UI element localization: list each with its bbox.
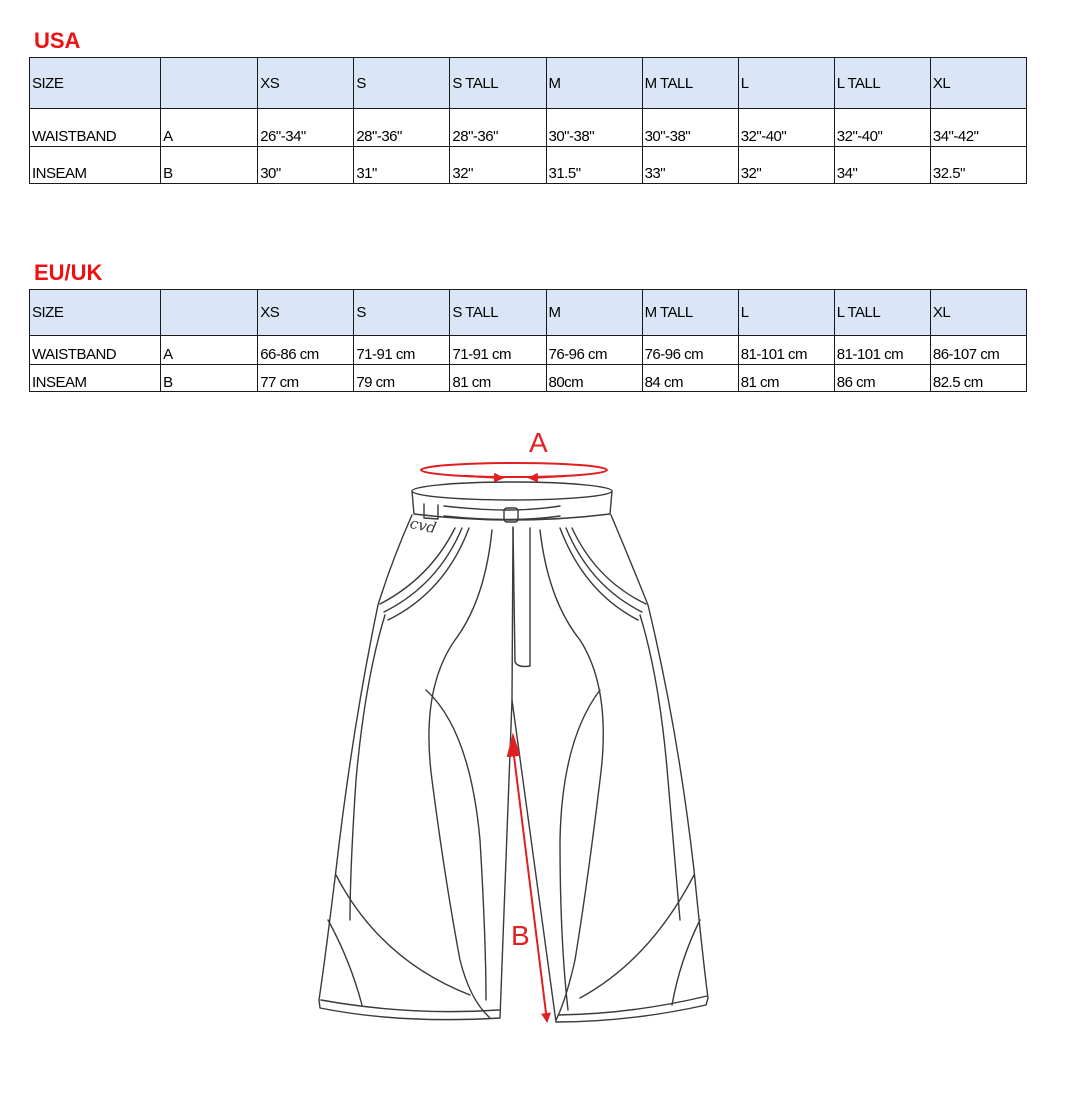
table-cell: 32" — [738, 147, 834, 184]
header-cell: S TALL — [450, 58, 546, 109]
table-cell: 34"-42" — [930, 109, 1026, 147]
waist-measure-loop — [421, 463, 607, 477]
header-cell: L — [738, 290, 834, 336]
table-cell: 30" — [258, 147, 354, 184]
header-cell: M TALL — [642, 290, 738, 336]
table-cell: 34" — [834, 147, 930, 184]
table-cell: 71-91 cm — [450, 336, 546, 365]
table-cell: 81 cm — [738, 365, 834, 392]
table-cell: A — [161, 109, 258, 147]
right-side-seam — [560, 690, 600, 1010]
table-cell: 82.5 cm — [930, 365, 1026, 392]
header-cell: XS — [258, 58, 354, 109]
table-cell: 32.5" — [930, 147, 1026, 184]
table-cell: 79 cm — [354, 365, 450, 392]
waist-marker-label: A — [529, 427, 548, 458]
inseam-line — [513, 748, 547, 1021]
table-cell: 31.5" — [546, 147, 642, 184]
belt-strap — [444, 506, 560, 520]
table-cell: 86-107 cm — [930, 336, 1026, 365]
table-row — [30, 365, 1027, 392]
table-cell: 28"-36" — [450, 109, 546, 147]
table-cell: 76-96 cm — [546, 336, 642, 365]
table-cell: 30"-38" — [642, 109, 738, 147]
header-cell: M — [546, 290, 642, 336]
header-cell: L — [738, 58, 834, 109]
header-cell: S — [354, 58, 450, 109]
waistband-top — [412, 482, 612, 500]
header-cell: SIZE — [30, 58, 161, 109]
left-panel-seam — [429, 530, 492, 1018]
table-cell: 81-101 cm — [834, 336, 930, 365]
eu-uk-size-table — [29, 289, 1027, 392]
header-cell: S — [354, 290, 450, 336]
right-pocket — [560, 528, 646, 620]
brand-logo: cvd — [408, 514, 438, 538]
header-cell: XL — [930, 290, 1026, 336]
header-cell: S TALL — [450, 290, 546, 336]
header-cell — [161, 290, 258, 336]
table-cell: 76-96 cm — [642, 336, 738, 365]
eu-uk-section-title: EU/UK — [34, 260, 103, 285]
table-cell: 84 cm — [642, 365, 738, 392]
table-cell: 66-86 cm — [258, 336, 354, 365]
table-cell: INSEAM — [30, 365, 161, 392]
waist-measure-indicator — [421, 463, 607, 478]
table-cell: INSEAM — [30, 147, 161, 184]
usa-size-table — [29, 57, 1027, 184]
table-cell: 30"-38" — [546, 109, 642, 147]
table-cell: 71-91 cm — [354, 336, 450, 365]
header-cell: L TALL — [834, 290, 930, 336]
header-cell: M TALL — [642, 58, 738, 109]
pants-measurement-diagram — [0, 400, 1068, 1118]
right-panel-seam — [540, 530, 603, 1020]
table-cell: B — [161, 365, 258, 392]
left-side-seam — [426, 690, 486, 1000]
right-hem — [558, 996, 707, 1015]
inseam-measure-indicator — [508, 736, 547, 1021]
table-cell: 81 cm — [450, 365, 546, 392]
table-cell: 80cm — [546, 365, 642, 392]
table-cell: WAISTBAND — [30, 109, 161, 147]
table-cell: 32" — [450, 147, 546, 184]
table-cell: 32"-40" — [834, 109, 930, 147]
usa-section-title: USA — [34, 28, 81, 53]
table-row — [30, 109, 1027, 147]
header-cell — [161, 58, 258, 109]
table-cell: 32"-40" — [738, 109, 834, 147]
left-hem — [321, 1000, 499, 1012]
table-cell: WAISTBAND — [30, 336, 161, 365]
header-cell: M — [546, 58, 642, 109]
header-cell: L TALL — [834, 58, 930, 109]
table-cell: B — [161, 147, 258, 184]
inseam-marker-label: B — [511, 920, 530, 951]
table-header-row — [30, 290, 1027, 336]
header-cell: XL — [930, 58, 1026, 109]
table-row — [30, 147, 1027, 184]
table-header-row — [30, 58, 1027, 109]
table-cell: 33" — [642, 147, 738, 184]
table-cell: 86 cm — [834, 365, 930, 392]
table-cell: 31" — [354, 147, 450, 184]
fly-stitch — [513, 527, 530, 667]
table-cell: 26"-34" — [258, 109, 354, 147]
header-cell: SIZE — [30, 290, 161, 336]
right-hem-curve — [580, 875, 700, 1005]
table-row — [30, 336, 1027, 365]
table-cell: A — [161, 336, 258, 365]
table-cell: 81-101 cm — [738, 336, 834, 365]
left-pocket — [380, 528, 469, 620]
header-cell: XS — [258, 290, 354, 336]
table-cell: 28"-36" — [354, 109, 450, 147]
table-cell: 77 cm — [258, 365, 354, 392]
